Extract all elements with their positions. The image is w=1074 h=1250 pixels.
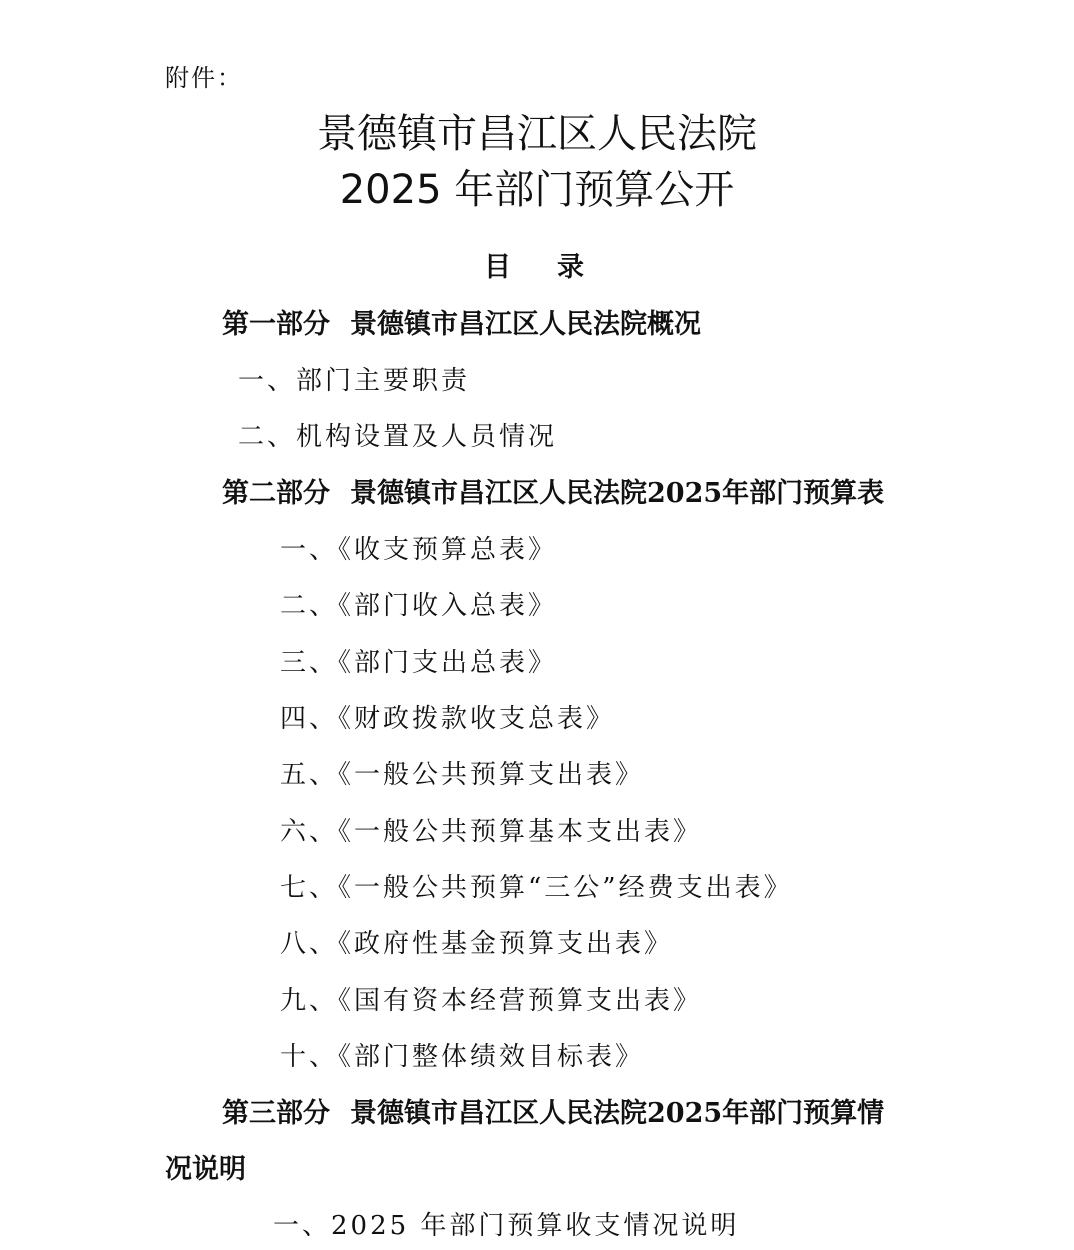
part1-heading <box>222 311 701 338</box>
part3-title-line-1: 景德镇市昌江区人民法院2025年部门预算情 <box>350 1098 885 1129</box>
part2-item-3: 三、《部门支出总表》 <box>280 648 558 678</box>
document-title-line-2: 2025 年部门预算公开 <box>339 167 735 213</box>
part1-title: 景德镇市昌江区人民法院概况 <box>350 309 701 340</box>
part3-label: 第三部分 <box>222 1098 330 1129</box>
part1-item-1: 一、部门主要职责 <box>238 366 471 396</box>
part2-item-6: 六、《一般公共预算基本支出表》 <box>280 817 703 847</box>
part3-title-line-2: 况说明 <box>165 1154 246 1185</box>
part2-item-9: 九、《国有资本经营预算支出表》 <box>280 986 703 1016</box>
attachment-label: 附件： <box>165 64 243 92</box>
part1-label: 第一部分 <box>222 309 330 340</box>
part3-heading <box>222 1100 884 1127</box>
part2-item-5: 五、《一般公共预算支出表》 <box>280 760 645 790</box>
part2-label: 第二部分 <box>222 478 330 509</box>
toc-heading-char-1: 目 <box>484 252 517 283</box>
document-title-line-1: 景德镇市昌江区人民法院 <box>317 111 757 157</box>
part2-item-10: 十、《部门整体绩效目标表》 <box>280 1042 645 1072</box>
part2-title: 景德镇市昌江区人民法院2025年部门预算表 <box>350 478 885 509</box>
part2-item-7: 七、《一般公共预算“三公”经费支出表》 <box>280 873 793 903</box>
part2-item-8: 八、《政府性基金预算支出表》 <box>280 929 674 959</box>
part2-item-1: 一、《收支预算总表》 <box>280 535 558 565</box>
part2-heading <box>222 480 884 507</box>
part2-item-4: 四、《财政拨款收支总表》 <box>280 704 616 734</box>
toc-heading <box>0 254 1074 281</box>
part3-item-1: 一、2025 年部门预算收支情况说明 <box>273 1211 740 1241</box>
part1-item-2: 二、机构设置及人员情况 <box>238 422 558 452</box>
toc-heading-char-2: 录 <box>557 252 590 283</box>
part2-item-2: 二、《部门收入总表》 <box>280 591 558 621</box>
